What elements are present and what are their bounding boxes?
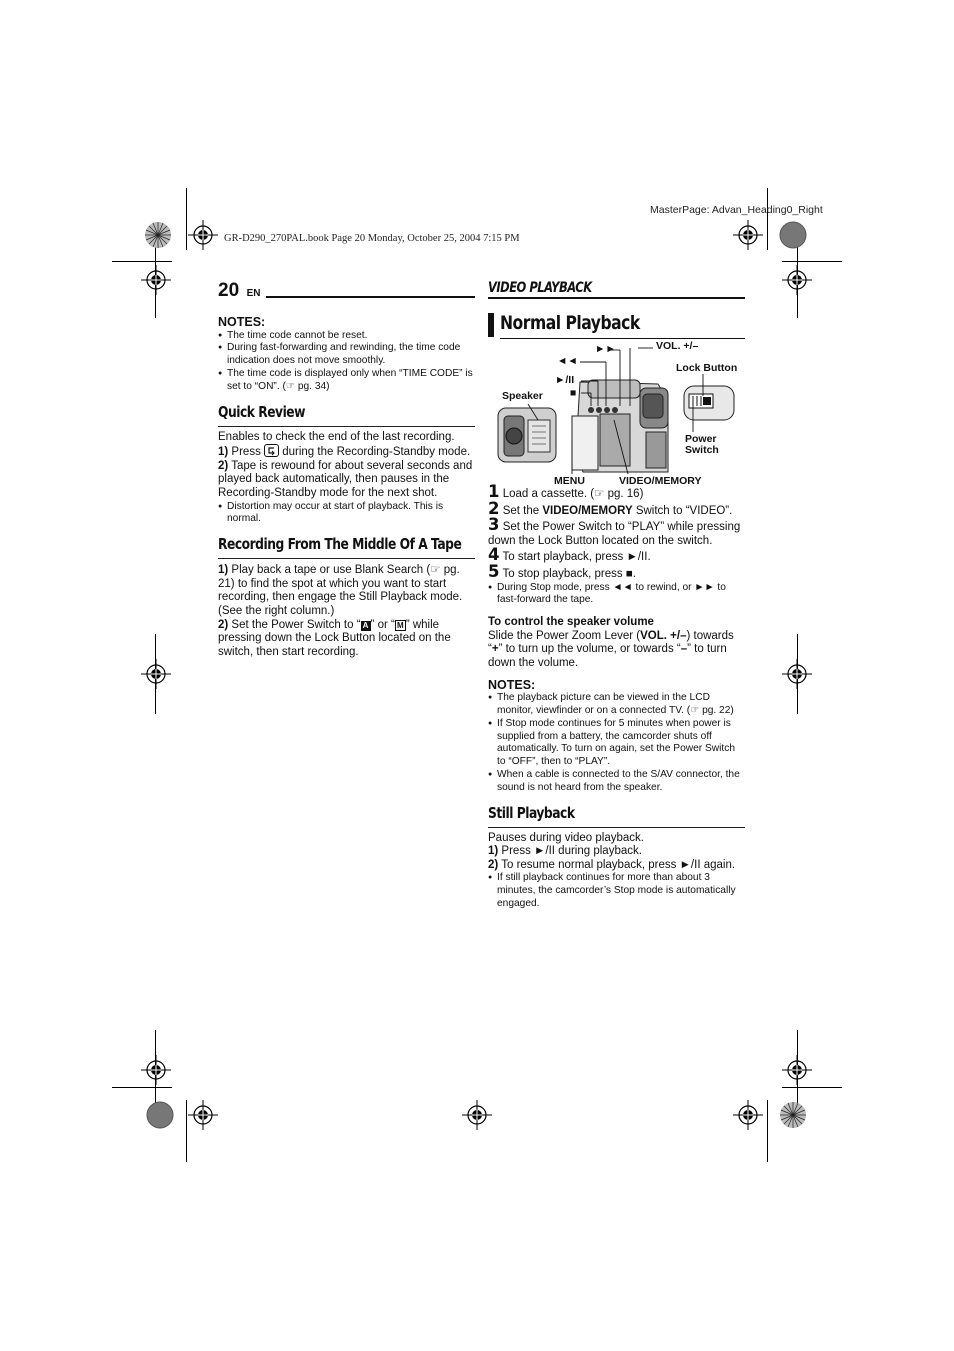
middle-step2 — [218, 619, 475, 660]
step-text: Tape is rewound for about several seconds and played back automatically, then pauses in the Recording-Standby mode for the next shot. — [218, 459, 473, 499]
speaker-label: Speaker — [502, 390, 543, 402]
quick-review-step2 — [218, 460, 475, 501]
step-text: Set the — [502, 504, 543, 517]
still-step2 — [488, 859, 745, 873]
speaker-volume-text — [488, 630, 745, 671]
step-number: 4 — [488, 545, 500, 565]
fast-forward-label: ►► — [595, 343, 616, 355]
step-number: 5 — [488, 561, 500, 581]
step-3 — [488, 515, 745, 548]
step-5 — [488, 561, 745, 582]
title-rule — [500, 338, 745, 339]
masterpage-label: MasterPage: Advan_Heading0_Right — [650, 204, 823, 216]
step-text: Load a cassette. (☞ pg. 16) — [502, 488, 644, 500]
quick-review-intro: Enables to check the end of the last recording. — [218, 430, 455, 443]
list-item: ● Distortion may occur at start of playback. This is normal. — [218, 501, 475, 527]
text: Slide the Power Zoom Lever ( — [488, 629, 641, 642]
auto-mode-icon: A — [361, 621, 371, 631]
step-2 — [488, 498, 745, 519]
quick-review-header — [218, 402, 475, 427]
normal-playback-title: Normal Playback — [500, 312, 640, 334]
play-pause-label: ►/II — [555, 374, 575, 386]
lock-button-label: Lock Button — [676, 362, 738, 374]
menu-label: MENU — [554, 475, 585, 487]
book-file-line: GR-D290_270PAL.book Page 20 Monday, October 25, 2004 7:15 PM — [224, 233, 520, 244]
quick-review-bullets — [218, 501, 475, 527]
header-rule-right — [488, 297, 745, 299]
list-item: ● The time code is displayed only when “TIME CODE” is set to “ON”. (☞ pg. 34) — [218, 368, 475, 394]
speaker-volume-title: To control the speaker volume — [488, 616, 654, 629]
step-text: ” while pressing down the Lock Button located on the switch, then start recording. — [218, 618, 451, 658]
language-tag: EN — [246, 288, 261, 299]
step-number: 2 — [488, 498, 500, 518]
list-item: ● During Stop mode, press ◄◄ to rewind, or ►► to fast-forward the tape. — [488, 582, 745, 608]
normal-playback-header — [488, 311, 745, 339]
middle-recording-header — [218, 535, 475, 559]
step-text: Set the Power Switch to “PLAY” while pressing down the Lock Button located on the switch. — [488, 521, 741, 547]
text: + — [491, 643, 499, 656]
step-number: 1 — [488, 482, 500, 501]
left-column — [218, 314, 475, 659]
still-step1 — [488, 845, 745, 859]
step-text: Press ►/II during playback. — [498, 845, 642, 858]
page-header-left — [218, 280, 475, 300]
middle-recording-title: Recording From The Middle Of A Tape — [218, 535, 462, 554]
list-item: ● If still playback continues for more than about 3 minutes, the camcorder’s Stop mode is automatically engaged. — [488, 872, 745, 910]
step-4 — [488, 545, 745, 565]
list-item: ● If Stop mode continues for 5 minutes when power is supplied from a battery, the camcorder shuts off automatically. To turn on again, set the Power Switch to “OFF”, then to “PLAY”. — [488, 718, 745, 769]
text: ” to turn down the volume. — [488, 643, 727, 669]
rewind-label: ◄◄ — [557, 355, 578, 367]
still-playback-header — [488, 803, 745, 828]
list-item: ● The playback picture can be viewed in the LCD monitor, viewfinder or on a connected TV. (☞ pg. 22) — [488, 692, 745, 718]
step-text: Switch to “VIDEO”. — [632, 504, 733, 517]
text: – — [680, 643, 688, 656]
step-number: 2) — [218, 459, 229, 472]
step-text: To stop playback, press ■. — [502, 567, 636, 580]
quick-review-title: Quick Review — [218, 402, 306, 421]
notes-heading: NOTES: — [218, 315, 266, 329]
text: ” to turn up the volume, or towards “ — [498, 643, 681, 656]
video-memory-label: VIDEO/MEMORY — [619, 475, 702, 487]
still-playback-title: Still Playback — [488, 803, 575, 822]
step-1 — [488, 482, 745, 502]
step-number: 2) — [488, 858, 499, 871]
step-bullets — [488, 582, 745, 608]
step-text: Press — [228, 446, 265, 459]
manual-mode-icon: M — [395, 620, 406, 631]
header-rule — [266, 296, 475, 298]
step-text: during the Recording-Standby mode. — [279, 446, 471, 459]
list-item: ● During fast-forwarding and rewinding, the time code indication does not move smoothly. — [218, 342, 475, 368]
text: ) towards “ — [488, 629, 734, 656]
step-number: 2) — [218, 618, 229, 631]
notes-heading: NOTES: — [488, 677, 536, 692]
step-number: 3 — [488, 515, 500, 535]
step-number: 1) — [218, 564, 229, 577]
middle-step1 — [218, 564, 475, 618]
step-number: 1) — [488, 845, 499, 858]
camcorder-diagram — [488, 340, 745, 490]
section-title: VIDEO PLAYBACK — [488, 280, 592, 296]
title-bar-mark — [488, 313, 494, 337]
step-text: To start playback, press ►/II. — [502, 551, 651, 564]
page-number: 20 — [218, 280, 240, 301]
quick-review-icon — [264, 444, 279, 457]
notes-list — [488, 692, 745, 794]
list-item: ● When a cable is connected to the S/AV connector, the sound is not heard from the speaker. — [488, 769, 745, 795]
step-text: Play back a tape or use Blank Search (☞ pg. 21) to find the spot at which you want to start recording, then engage the Still Playback mode. (See the right column.) — [218, 564, 463, 617]
right-column — [488, 482, 745, 911]
list-item: ● The time code cannot be reset. — [218, 330, 475, 343]
step-text: ” or “ — [370, 618, 395, 631]
page-header-right — [488, 280, 745, 299]
power-switch-label: Power Switch — [685, 433, 719, 456]
still-playback-intro: Pauses during video playback. — [488, 831, 644, 844]
video-memory-switch-name: VIDEO/MEMORY — [542, 504, 633, 517]
stop-label: ■ — [570, 387, 577, 399]
volume-label: VOL. +/– — [656, 340, 699, 352]
still-bullets — [488, 872, 745, 910]
text: VOL. +/– — [640, 629, 687, 642]
step-number: 1) — [218, 446, 229, 459]
step-text: To resume normal playback, press ►/II again. — [498, 858, 736, 871]
quick-review-step1 — [218, 444, 475, 460]
step-text: Set the Power Switch to “ — [228, 618, 361, 631]
notes-list — [218, 330, 475, 394]
